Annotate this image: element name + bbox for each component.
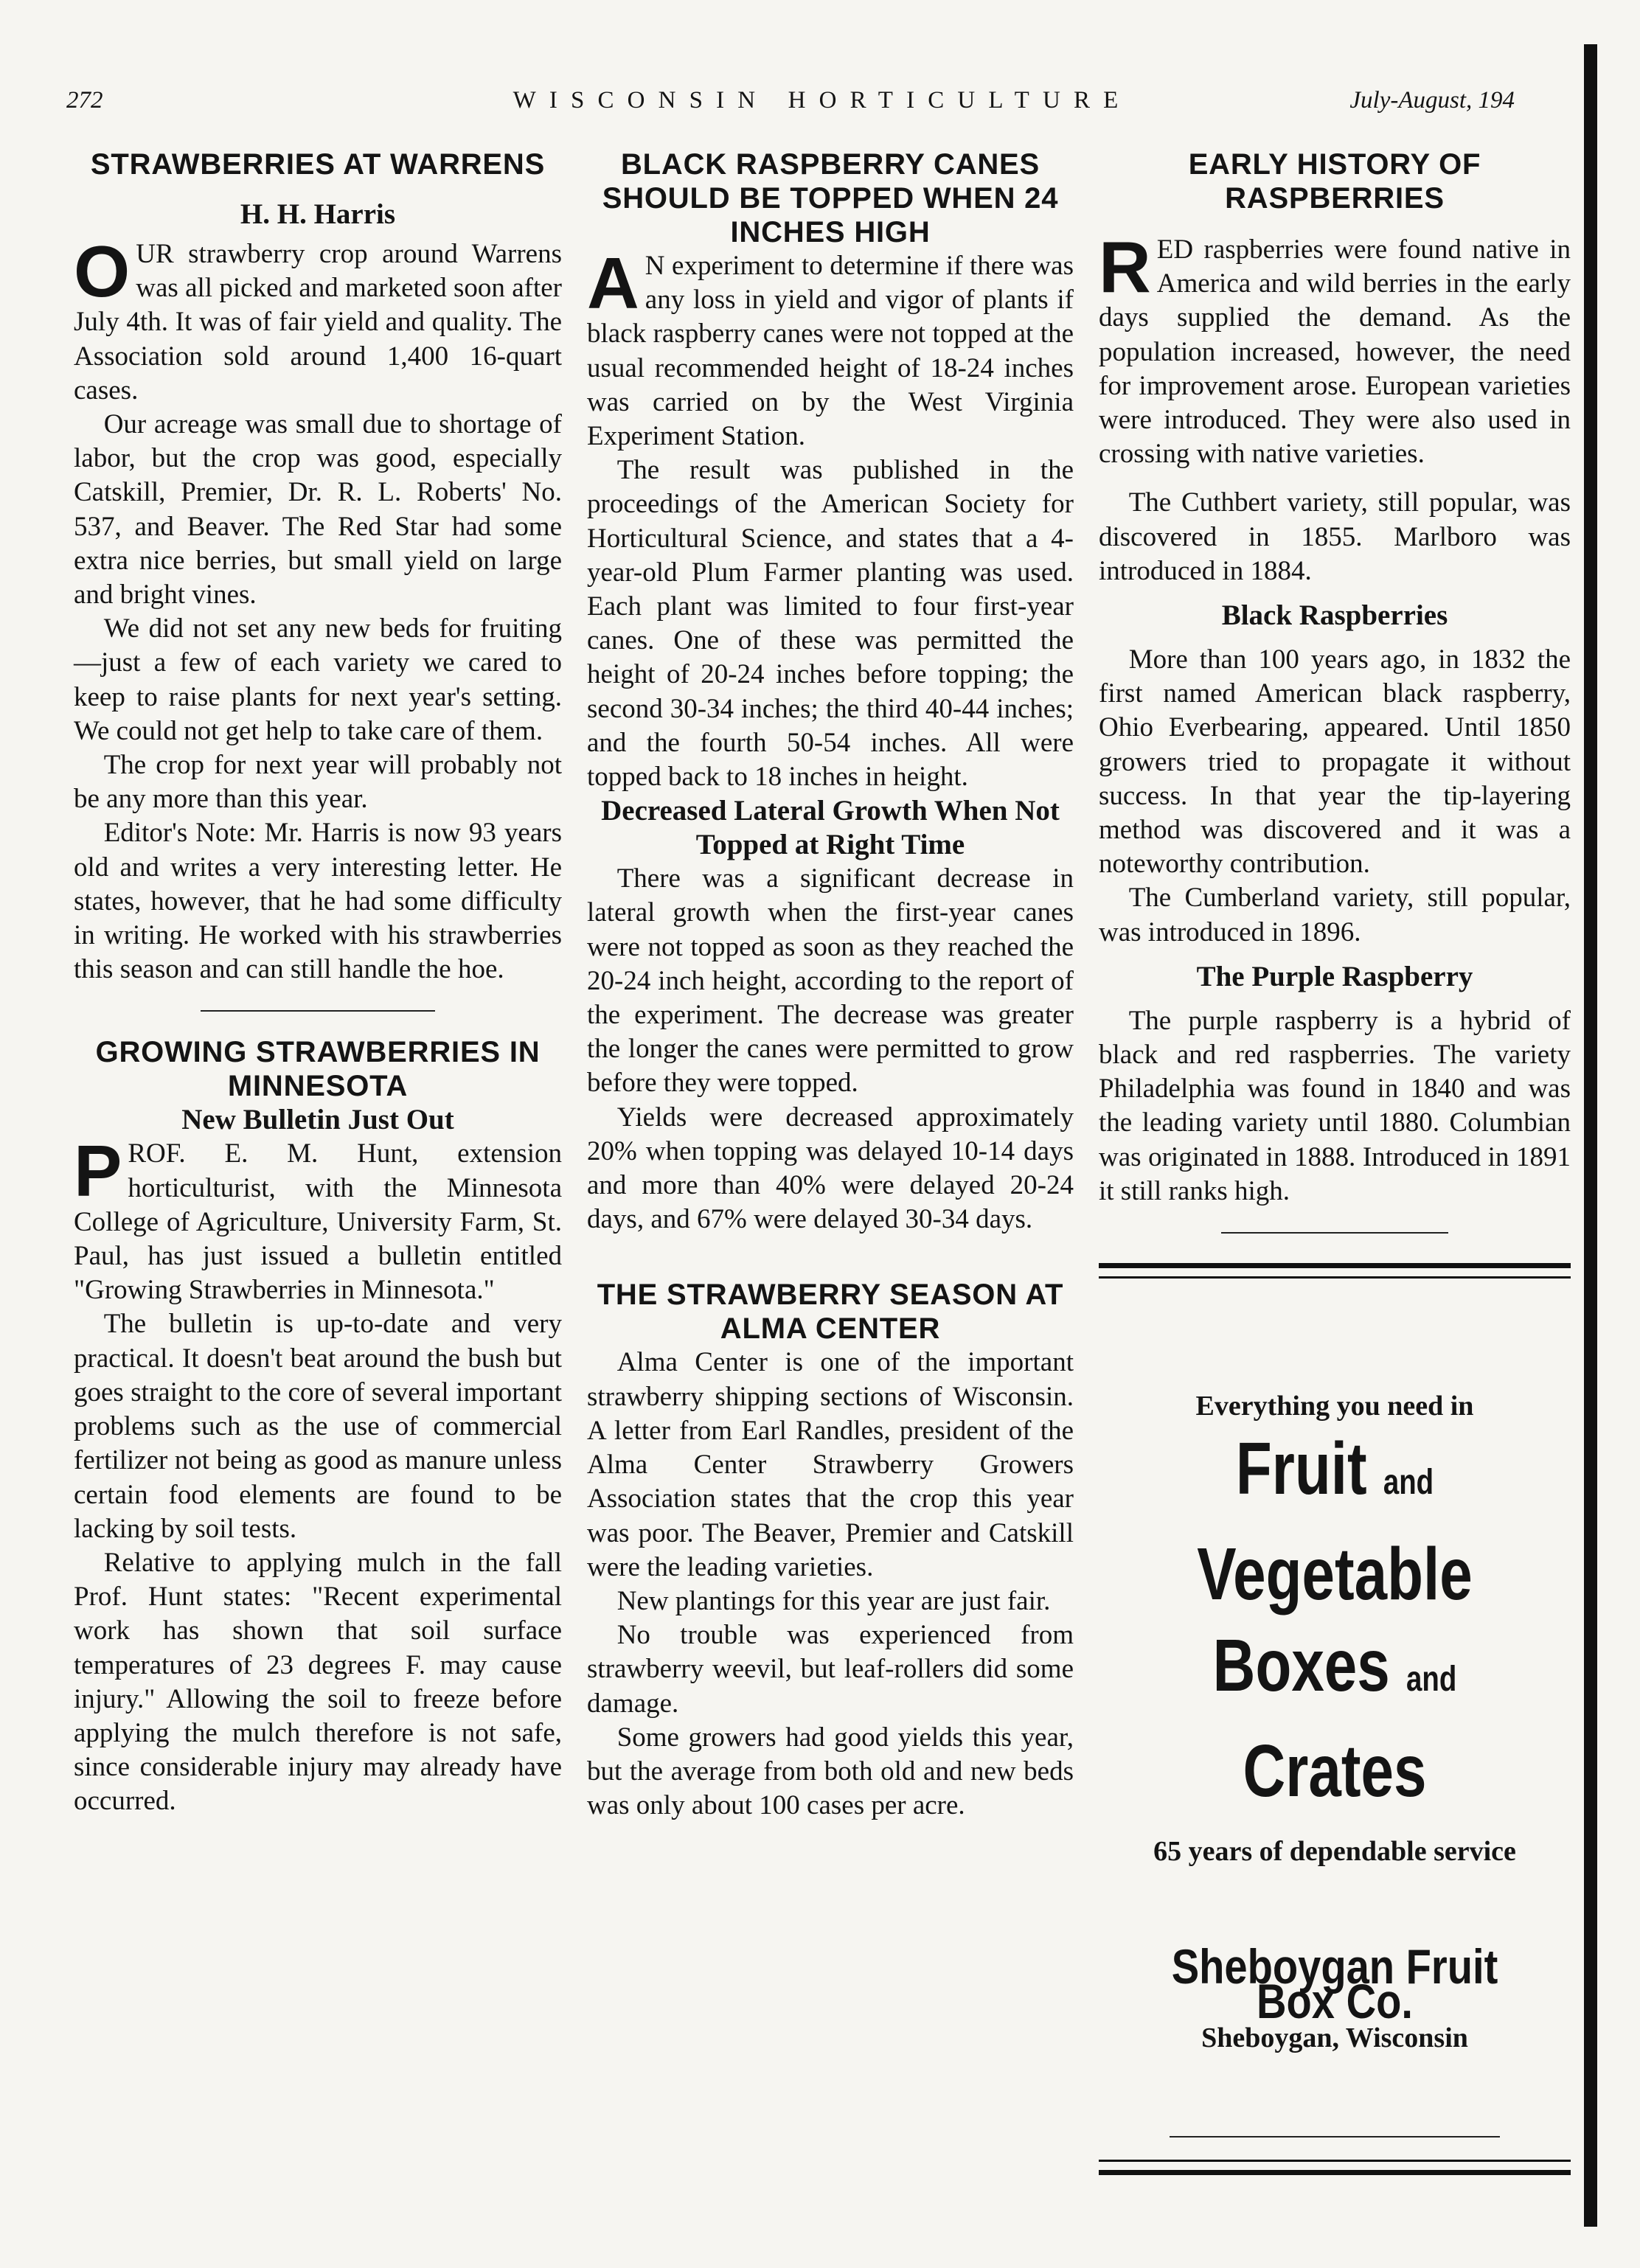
paragraph: We did not set any new beds for fruiting—just a few of each variety we cared to keep to raise plants for next year's setting. We could not get help to take care of them. <box>74 613 562 746</box>
advertisement <box>1099 1263 1571 2175</box>
paragraph: A N experiment to determine if there was any loss in yield and vigor of plants if black raspberry canes were not topped at the usual recommended height of 18-24 inches was carried on by the West Virginia Experiment Station. <box>587 243 1074 452</box>
section-subhead: The Purple Raspberry <box>1196 960 1473 992</box>
divider <box>201 1010 435 1012</box>
article-subtitle: New Bulletin Just Out <box>181 1104 454 1136</box>
article-title-growing-strawberries: GROWING STRAWBERRIES IN MINNESOTA <box>95 1036 541 1103</box>
article-title-strawberries-warrens: STRAWBERRIES AT WARRENS <box>90 148 546 181</box>
ad-lead-line: Everything you need in <box>1195 1391 1474 1422</box>
divider <box>1221 1232 1448 1234</box>
drop-cap: O <box>74 231 131 312</box>
paragraph: New plantings for this year are just fair. <box>616 1585 1051 1616</box>
ad-headline-boxes-crates: Boxes and Crates <box>1212 1624 1457 1813</box>
article-title-early-history-raspberries: EARLY HISTORY OF RASPBERRIES <box>1188 148 1481 215</box>
column-2 <box>587 147 1074 1823</box>
issue-date: July-August, 194 <box>1349 87 1515 114</box>
paragraph: Some growers had good yields this year, but the average from both old and new beds was only about 100 cases per acre. <box>587 1722 1074 1821</box>
ad-location: Sheboygan, Wisconsin <box>1201 2022 1468 2053</box>
paragraph: Alma Center is one of the important strawberry shipping sections of Wisconsin. A letter from Earl Randles, president of the Alma Center Strawberry Growers Association states that the crop this year was poor. The Beaver, Premier and Catskill were the leading varieties. <box>587 1347 1074 1582</box>
paragraph: Yields were decreased approximately 20% when topping was delayed 10-14 days and more than 40% were delayed 20-24 days, and 67% were delayed 30-34 days. <box>587 1102 1074 1235</box>
ad-bottom-rule <box>1099 2170 1571 2175</box>
ad-bottom-rule-thin <box>1099 2160 1571 2162</box>
paragraph: More than 100 years ago, in 1832 the first named American black raspberry, Ohio Everbearing, appeared. Until 1850 growers tried to propagate it without success. In that year the tip-layering method was discovered and it was a noteworthy contribution. <box>1099 644 1571 880</box>
column-3 <box>1099 147 1571 2175</box>
ad-headline-fruit-vegetable: Fruit and Vegetable <box>1197 1427 1473 1616</box>
ad-top-rule <box>1099 1263 1571 1268</box>
ad-service-line: 65 years of dependable service <box>1153 1836 1516 1868</box>
paragraph: OUR strawberry crop around Warrens was all picked and marketed soon after July 4th. It was of fair yield and quality. The Association sold around 1,400 16-quart cases. <box>74 231 562 406</box>
drop-cap: R <box>1099 226 1151 307</box>
page-number: 272 <box>66 87 103 114</box>
column-1 <box>74 147 562 1819</box>
paragraph: The Cumberland variety, still popular, was introduced in 1896. <box>1099 883 1571 947</box>
section-subhead: Decreased Lateral Growth When Not Topped at Right Time <box>601 795 1060 861</box>
paragraph: The purple raspberry is a hybrid of black and red raspberries. The variety Philadelphia was found in 1840 and was the leading variety until 1880. Columbian was originated in 1888. Introduced in 1891 it still ranks high. <box>1099 1005 1571 1206</box>
paragraph: The bulletin is up-to-date and very practical. It doesn't beat around the bush but goes straight to the core of several important problems such as the use of commercial fertilizer not being as good as manure unless certain food elements are found to be lacking by soil tests. <box>74 1309 562 1544</box>
article-title-alma-center: THE STRAWBERRY SEASON AT ALMA CENTER <box>597 1279 1064 1346</box>
drop-cap: P <box>74 1130 122 1212</box>
paragraph: No trouble was experienced from strawberry weevil, but leaf-rollers did some damage. <box>587 1620 1074 1719</box>
byline: H. H. Harris <box>240 198 396 230</box>
paragraph: There was a significant decrease in lateral growth when the first-year canes were not topped as soon as they reached the 20-24 inch height, according to the report of the experiment. The decrease was greater the longer the canes were permitted to grow before they were topped. <box>587 863 1074 1099</box>
paragraph: Relative to applying mulch in the fall Prof. Hunt states: "Recent experimental work has shown that soil surface temperatures of 23 degrees F. may cause injury." Allowing the soil to freeze before applying the mulch therefore is not safe, since considerable injury may already have occurred. <box>74 1547 562 1817</box>
paragraph: RED raspberries were found native in America and wild berries in the early days supplied the demand. As the population increased, however, the need for improvement arose. European varieties were introduced. They were also used in crossing with native varieties. <box>1099 226 1571 470</box>
ad-top-rule-thin <box>1099 1276 1571 1279</box>
drop-cap: A <box>587 243 639 324</box>
paragraph: The result was published in the proceedings of the American Society for Horticultural Science, and states that a 4-year-old Plum Farmer planting was used. Each plant was limited to four first-year canes. One of these was permitted the height of 20-24 inches before topping; the second 30-34 inches; the third 40-44 inches; and the fourth 50-54 inches. All were topped back to 18 inches in height. <box>587 455 1074 793</box>
paragraph: The crop for next year will probably not be any more than this year. <box>74 750 562 815</box>
binding-edge <box>1584 44 1597 2227</box>
section-subhead: Black Raspberries <box>1221 599 1448 632</box>
paragraph: The Cuthbert variety, still popular, was discovered in 1855. Marlboro was introduced in 1884. <box>1099 487 1571 586</box>
article-title-black-raspberry-canes: BLACK RASPBERRY CANES SHOULD BE TOPPED WHEN 24 INCHES HIGH <box>602 148 1059 248</box>
editors-note: Editor's Note: Mr. Harris is now 93 years old and writes a very interesting letter. He states, however, that he had some difficulty in writing. He worked with his strawberries this season and can still handle the hoe. <box>74 818 562 985</box>
journal-title: WISCONSIN HORTICULTURE <box>512 87 1132 114</box>
paragraph: PROF. E. M. Hunt, extension horticulturist, with the Minnesota College of Agriculture, University Farm, St. Paul, has just issued a bulletin entitled "Growing Strawberries in Minnesota." <box>74 1130 562 1306</box>
ad-company-name: Sheboygan Fruit Box Co. <box>1171 1939 1498 2028</box>
ad-divider <box>1170 2136 1500 2137</box>
paragraph: Our acreage was small due to shortage of labor, but the crop was good, especially Catskill, Premier, Dr. R. L. Roberts' No. 537, and Beaver. The Red Star had some extra nice berries, but small yield on large and bright vines. <box>74 409 562 611</box>
